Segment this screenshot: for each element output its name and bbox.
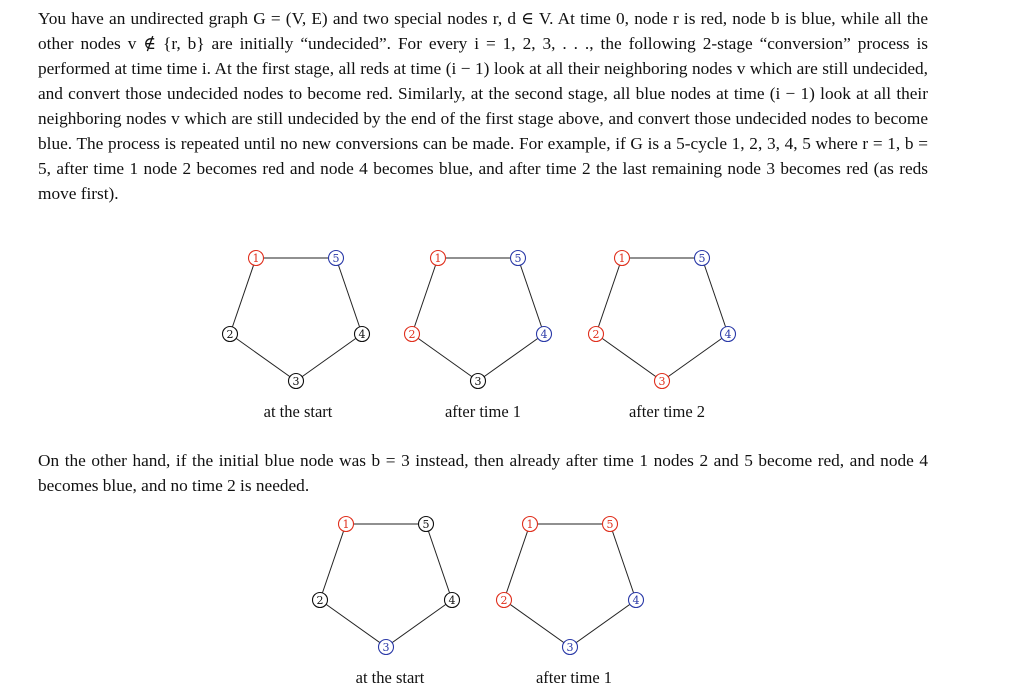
node-3	[379, 640, 394, 655]
node-label: 1	[526, 518, 534, 531]
node-5	[695, 251, 710, 266]
node-label: 2	[316, 594, 324, 607]
followup-paragraph: On the other hand, if the initial blue node was b = 3 instead, then already after time 1 nodes 2 and 5 become red, and node 4 becomes blue, and no time 2 is needed.	[38, 451, 928, 495]
node-label: 1	[618, 252, 626, 265]
node-label: 5	[514, 252, 522, 265]
node-label: 1	[342, 518, 350, 531]
node-label: 4	[448, 594, 456, 607]
node-label: 3	[292, 375, 300, 388]
pentagon-graph	[500, 514, 640, 656]
graph-edge	[412, 334, 478, 381]
graph-edge	[504, 524, 530, 600]
node-label: 2	[226, 328, 234, 341]
graph-caption: at the start	[355, 668, 425, 687]
node-3	[563, 640, 578, 655]
node-4	[721, 327, 736, 342]
graph-caption: after time 1	[444, 402, 522, 421]
node-label: 5	[698, 252, 706, 265]
graph-edge	[412, 258, 438, 334]
node-3	[289, 374, 304, 389]
graph-edge	[230, 258, 256, 334]
node-label: 3	[474, 375, 482, 388]
node-label: 1	[434, 252, 442, 265]
node-5	[419, 517, 434, 532]
node-5	[603, 517, 618, 532]
graph-edge	[296, 334, 362, 381]
node-2	[497, 593, 512, 608]
graph-edge	[386, 600, 452, 647]
graph-edge	[336, 258, 362, 334]
graph-edge	[230, 334, 296, 381]
graph-edge	[662, 334, 728, 381]
graph-edge	[518, 258, 544, 334]
graph-edge	[320, 600, 386, 647]
node-2	[313, 593, 328, 608]
node-label: 2	[408, 328, 416, 341]
node-4	[629, 593, 644, 608]
graph-edge	[596, 258, 622, 334]
node-label: 3	[566, 641, 574, 654]
node-4	[537, 327, 552, 342]
node-1	[615, 251, 630, 266]
graph-edge	[478, 334, 544, 381]
pentagon-graph	[226, 248, 366, 390]
node-3	[471, 374, 486, 389]
node-2	[223, 327, 238, 342]
graph-edge	[504, 600, 570, 647]
node-label: 4	[632, 594, 640, 607]
pentagon-graph	[408, 248, 548, 390]
graph-edge	[320, 524, 346, 600]
node-label: 2	[500, 594, 508, 607]
node-5	[511, 251, 526, 266]
node-label: 4	[540, 328, 548, 341]
graph-edge	[426, 524, 452, 600]
node-label: 5	[332, 252, 340, 265]
node-5	[329, 251, 344, 266]
node-1	[523, 517, 538, 532]
node-3	[655, 374, 670, 389]
intro-paragraph: You have an undirected graph G = (V, E) and two special nodes r, d ∈ V. At time 0, node r is red, node b is blue, while all the other nodes v ∉ {r, b} are initially “undecided”. For every i = 1, 2, 3, . . ., the following 2-stage “conversion” process is performed at time time i. At the first stage, all reds at time (i − 1) look at all their neighboring nodes v which are still undecided, and convert those undecided nodes to become red. Similarly, at the second stage, all blue nodes at time (i − 1) look at all their neighboring nodes v which are still undecided by the end of the first stage above, and convert those undecided nodes to become blue. The process is repeated until no new conversions can be made. For example, if G is a 5-cycle 1, 2, 3, 4, 5 where r = 1, b = 5, after time 1 node 2 becomes red and node 4 becomes blue, and after time 2 the last remaining node 3 becomes red (as reds move first).	[38, 9, 928, 203]
node-2	[405, 327, 420, 342]
node-label: 3	[382, 641, 390, 654]
graph-caption: after time 2	[628, 402, 706, 421]
node-label: 3	[658, 375, 666, 388]
node-1	[339, 517, 354, 532]
node-label: 1	[252, 252, 260, 265]
pentagon-graph	[316, 514, 456, 656]
node-1	[249, 251, 264, 266]
node-label: 4	[358, 328, 366, 341]
pentagon-graph	[592, 248, 732, 390]
node-2	[589, 327, 604, 342]
node-label: 5	[606, 518, 614, 531]
node-1	[431, 251, 446, 266]
graph-edge	[702, 258, 728, 334]
graph-caption: after time 1	[535, 668, 613, 687]
node-4	[355, 327, 370, 342]
graph-caption: at the start	[263, 402, 333, 421]
node-label: 4	[724, 328, 732, 341]
graph-edge	[596, 334, 662, 381]
node-4	[445, 593, 460, 608]
node-label: 2	[592, 328, 600, 341]
graph-edge	[610, 524, 636, 600]
node-label: 5	[422, 518, 430, 531]
graph-edge	[570, 600, 636, 647]
